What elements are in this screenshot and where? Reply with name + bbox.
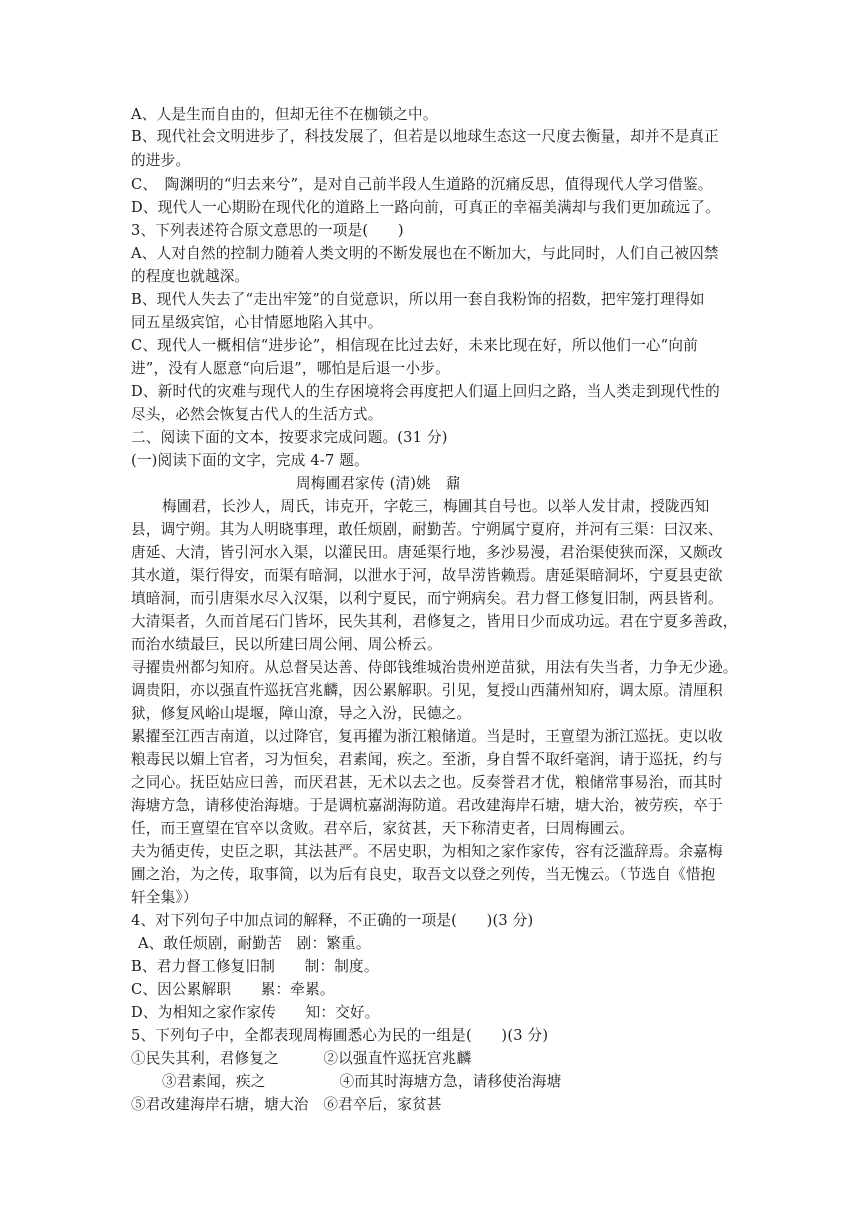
section-2-heading: 二、阅读下面的文本，按要求完成问题。(31 分) bbox=[131, 429, 448, 446]
passage-title: 周梅圃君家传 (清)姚 鼐 bbox=[296, 475, 461, 492]
q5-items-line: ①民失其利，君修复之 ②以强直忤巡抚宫兆麟 bbox=[131, 1050, 472, 1067]
q3-option-c-cont-line: 进”，没有人愿意“向后退”，哪怕是后退一小步。 bbox=[131, 360, 450, 377]
q3-option-c-line: C、现代人一概相信“进步论”，相信现在比过去好，未来比现在好，所以他们一心“向前 bbox=[131, 337, 698, 354]
q5-items-line: ③君素闻，疾之 ④而其时海塘方急，请移使治海塘 bbox=[162, 1073, 562, 1090]
option-a-line: A、人是生而自由的，但却无往不在枷锁之中。 bbox=[131, 106, 438, 123]
passage-para2-line: 狱，修复风峪山堤堰，障山潦，导之入汾，民德之。 bbox=[131, 705, 472, 722]
q4-option-d-line: D、为相知之家作家传 知：交好。 bbox=[131, 1004, 380, 1021]
q3-option-a-cont-line: 的程度也就越深。 bbox=[131, 268, 250, 285]
q4-option-b-line: B、君力督工修复旧制 制：制度。 bbox=[131, 958, 379, 975]
passage-para1-line: 县，调宁朔。其为人明晓事理，敢任烦剧，耐勤苦。宁朔属宁夏府，并河有三渠：曰汉来、 bbox=[131, 521, 723, 538]
passage-para1-line: 填暗洞，而引唐渠水尽入汉渠，以利宁夏民，而宁朔病矣。君力督工修复旧制，两县皆利。 bbox=[131, 590, 723, 607]
q3-option-d-line: D、新时代的灾难与现代人的生存困境将会再度把人们逼上回归之路，当人类走到现代性的 bbox=[131, 383, 720, 400]
passage-para3-line: 累擢至江西吉南道，以过降官，复再擢为浙江粮储道。当是时，王亶望为浙江巡抚。吏以收 bbox=[131, 728, 723, 745]
option-b-cont-line: 的进步。 bbox=[131, 152, 191, 169]
option-c-line: C、 陶渊明的“归去来兮”，是对自己前半段人生道路的沉痛反思，值得现代人学习借鉴。 bbox=[131, 176, 713, 193]
passage-para1-line: 唐延、大清，皆引河水入渠，以灌民田。唐延渠行地，多沙易漫，君治渠使狭而深，又颇改 bbox=[131, 544, 723, 561]
q3-option-d-cont-line: 尽头，必然会恢复古代人的生活方式。 bbox=[131, 406, 383, 423]
question-5-line: 5、下列句子中，全都表现周梅圃悉心为民的一组是( )(3 分) bbox=[131, 1027, 549, 1044]
passage-para2-line: 调贵阳，亦以强直忤巡抚宫兆麟，因公累解职。引见，复授山西蒲州知府，调太原。清厘积 bbox=[131, 682, 723, 699]
passage-para1-line: 大清渠者，久而首尾石门皆坏，民失其利，君修复之，皆用日少而成功远。君在宁夏多善政， bbox=[131, 613, 738, 630]
passage-para1-line: 梅圃君，长沙人，周氏，讳克开，字乾三，梅圃其自号也。以举人发甘肃，授陇西知 bbox=[162, 498, 710, 515]
question-3-line: 3、下列表述符合原文意思的一项是( ) bbox=[131, 222, 404, 239]
passage-para1-line: 其水道，渠行得安，而渠有暗洞，以泄水于河，故旱涝皆赖焉。唐延渠暗洞坏，宁夏县吏欲 bbox=[131, 567, 723, 584]
q3-option-a-line: A、人对自然的控制力随着人类文明的不断发展也在不断加大，与此同时，人们自己被囚禁 bbox=[131, 245, 719, 262]
passage-para2-line: 寻擢贵州都匀知府。从总督吴达善、侍郎钱维城治贵州逆苗狱，用法有失当者，力争无少逊。 bbox=[131, 659, 738, 676]
passage-para3-line: 任，而王亶望在官卒以贪败。君卒后，家贫甚，天下称清吏者，曰周梅圃云。 bbox=[131, 820, 634, 837]
passage-para3-line: 海塘方急，请移使治海塘。于是调杭嘉湖海防道。君改建海岸石塘，塘大治，被劳疾，卒于 bbox=[131, 797, 723, 814]
question-4-line: 4、对下列句子中加点词的解释，不正确的一项是( )(3 分) bbox=[131, 912, 534, 929]
q4-option-a-line: A、敢任烦剧，耐勤苦 剧：繁重。 bbox=[138, 935, 371, 952]
option-d-line: D、现代人一心期盼在现代化的道路上一路向前，可真正的幸福美满却与我们更加疏远了。 bbox=[131, 199, 720, 216]
q4-option-c-line: C、因公累解职 累：牵累。 bbox=[131, 981, 335, 998]
passage-para4-line: 夫为循吏传，史臣之职，其法甚严。不居史职，为相知之家作家传，容有泛滥辞焉。余嘉梅 bbox=[131, 843, 723, 860]
subsection-1-heading: (一)阅读下面的文字，完成 4-7 题。 bbox=[131, 452, 369, 469]
q3-option-b-line: B、现代人失去了“走出牢笼”的自觉意识，所以用一套自我粉饰的招数，把牢笼打理得如 bbox=[131, 291, 705, 308]
passage-para1-line: 而治水绩最巨，民以所建曰周公闸、周公桥云。 bbox=[131, 636, 442, 653]
q5-items-line: ⑤君改建海岸石塘，塘大治 ⑥君卒后，家贫甚 bbox=[131, 1096, 442, 1113]
passage-para3-line: 之同心。抚臣姑应曰善，而厌君甚，无术以去之也。反奏誉君才优，粮储常事易治，而其时 bbox=[131, 774, 723, 791]
passage-para4-line: 轩全集》） bbox=[131, 889, 198, 906]
option-b-line: B、现代社会文明进步了，科技发展了，但若是以地球生态这一尺度去衡量，却并不是真正 bbox=[131, 128, 719, 145]
passage-para4-line: 圃之治，为之传，取事简，以为后有良史，取吾文以登之列传，当无愧云。（节选自《惜抱 bbox=[131, 866, 716, 883]
passage-para3-line: 粮毒民以媚上官者，习为恒矣，君素闻，疾之。至浙，身自誓不取纤毫润，请于巡抚，约与 bbox=[131, 751, 723, 768]
q3-option-b-cont-line: 同五星级宾馆，心甘情愿地陷入其中。 bbox=[131, 314, 383, 331]
